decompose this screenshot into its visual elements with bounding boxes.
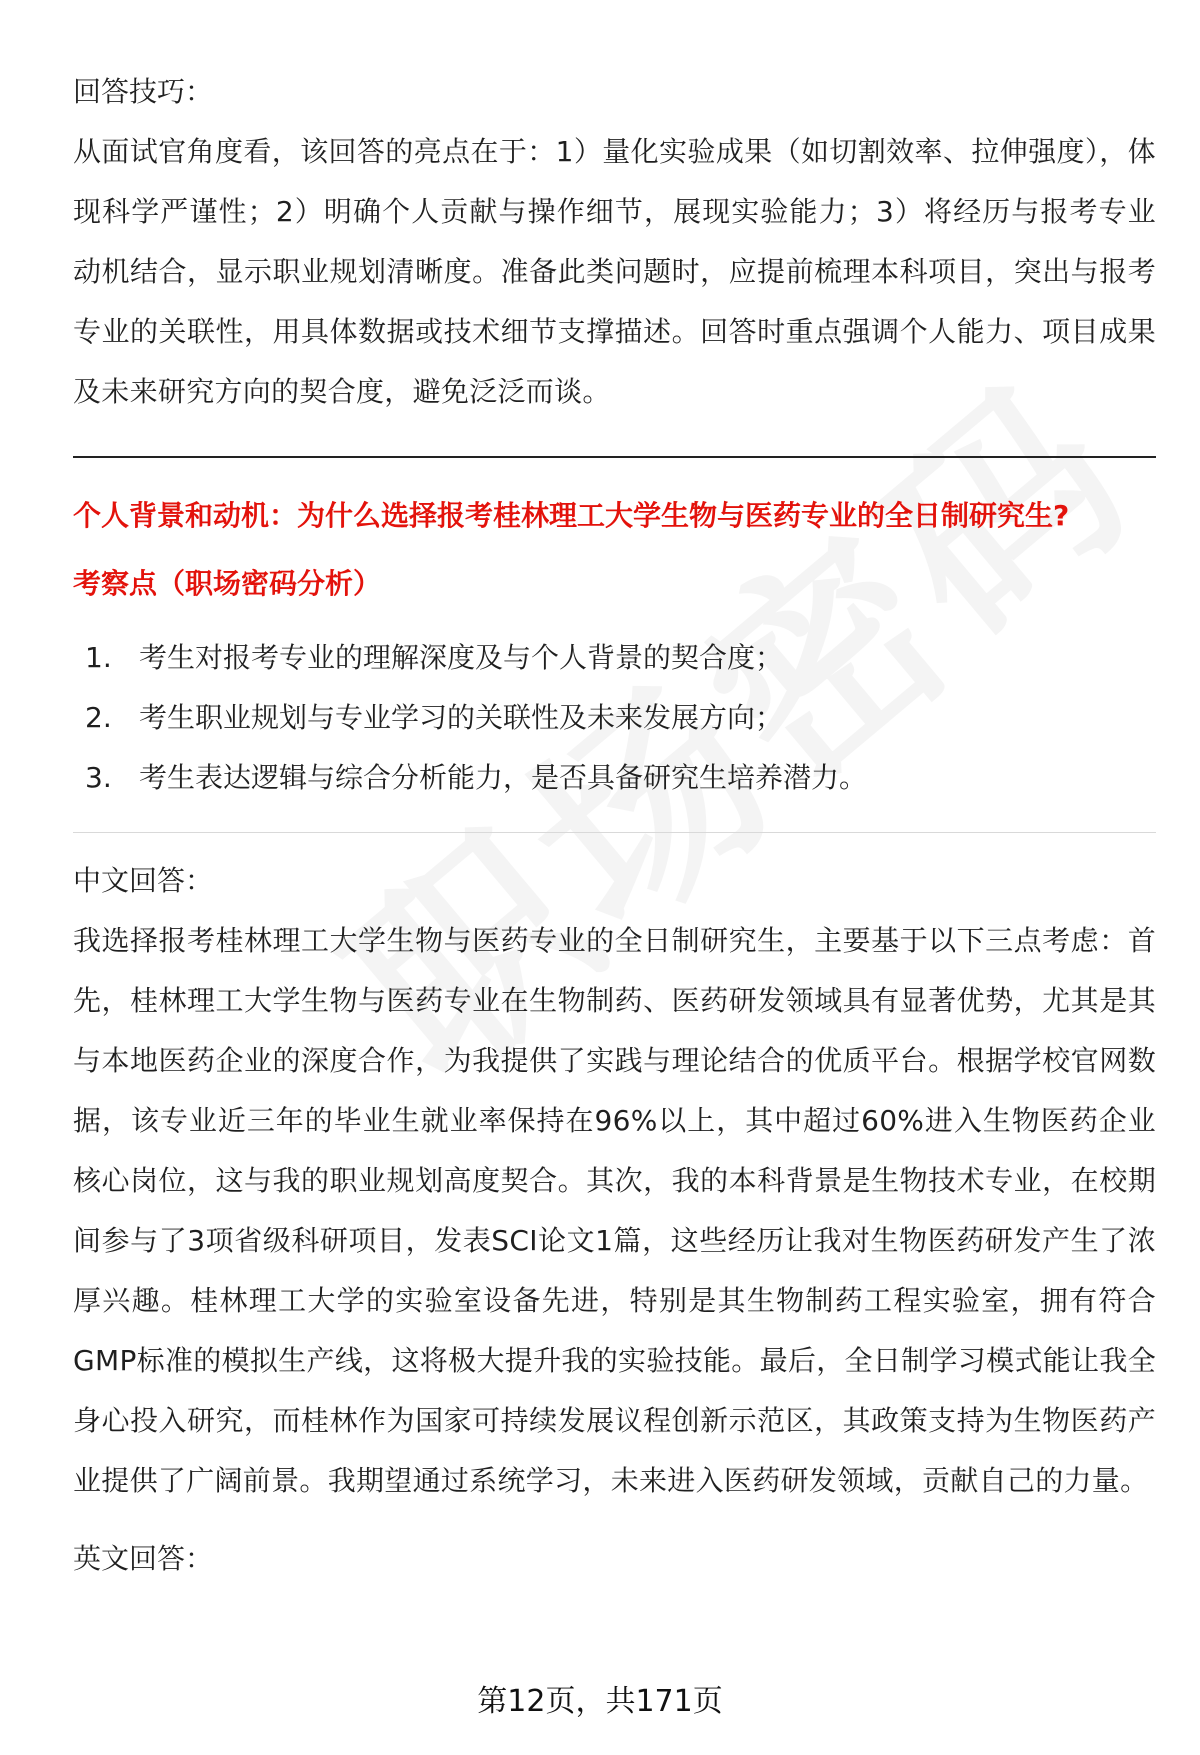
thin-divider xyxy=(73,832,1156,833)
tips-text: 从面试官角度看，该回答的亮点在于：1）量化实验成果（如切割效率、拉伸强度），体现科学严谨性；2）明确个人贡献与操作细节，展现实验能力；3）将经历与报考专业动机结合，显示职业规划清晰度。准备此类问题时，应提前梳理本科项目，突出与报考专业的关联性，用具体数据或技术细节支撑描述。回答时重点强调个人能力、项目成果及未来研究方向的契合度，避免泛泛而谈。 xyxy=(73,135,1156,408)
section-divider xyxy=(73,456,1156,458)
list-item xyxy=(73,628,1156,688)
list-item xyxy=(73,748,1156,808)
list-item-text: 考生表达逻辑与综合分析能力，是否具备研究生培养潜力。 xyxy=(139,761,868,794)
chinese-answer-text: 我选择报考桂林理工大学生物与医药专业的全日制研究生，主要基于以下三点考虑：首先，桂林理工大学生物与医药专业在生物制药、医药研发领域具有显著优势，尤其是其与本地医药企业的深度合作，为我提供了实践与理论结合的优质平台。根据学校官网数据，该专业近三年的毕业生就业率保持在96%以上，其中超过60%进入生物医药企业核心岗位，这与我的职业规划高度契合。其次，我的本科背景是生物技术专业，在校期间参与了3项省级科研项目，发表SCI论文1篇，这些经历让我对生物医药研发产生了浓厚兴趣。桂林理工大学的实验室设备先进，特别是其生物制药工程实验室，拥有符合GMP标准的模拟生产线，这将极大提升我的实验技能。最后，全日制学习模式能让我全身心投入研究，而桂林作为国家可持续发展议程创新示范区，其政策支持为生物医药产业提供了广阔前景。我期望通过系统学习，未来进入医药研发领域，贡献自己的力量。 xyxy=(73,924,1156,1497)
exam-points-heading: 考察点（职场密码分析） xyxy=(73,567,382,600)
page-number: 第12页，共171页 xyxy=(477,1684,723,1719)
list-item-text: 考生职业规划与专业学习的关联性及未来发展方向； xyxy=(139,701,784,734)
exam-points-list xyxy=(73,628,1156,808)
question-title: 个人背景和动机：为什么选择报考桂林理工大学生物与医药专业的全日制研究生? xyxy=(73,499,1070,532)
list-item-number: 3. xyxy=(85,761,112,794)
chinese-answer-label: 中文回答： xyxy=(73,864,214,897)
list-item-text: 考生对报考专业的理解深度及与个人背景的契合度； xyxy=(139,641,784,674)
list-item xyxy=(73,688,1156,748)
list-item-number: 2. xyxy=(85,701,112,734)
document-page xyxy=(73,62,1156,1589)
tips-label: 回答技巧： xyxy=(73,75,214,108)
english-answer-label: 英文回答： xyxy=(73,1542,214,1575)
list-item-number: 1. xyxy=(85,641,112,674)
